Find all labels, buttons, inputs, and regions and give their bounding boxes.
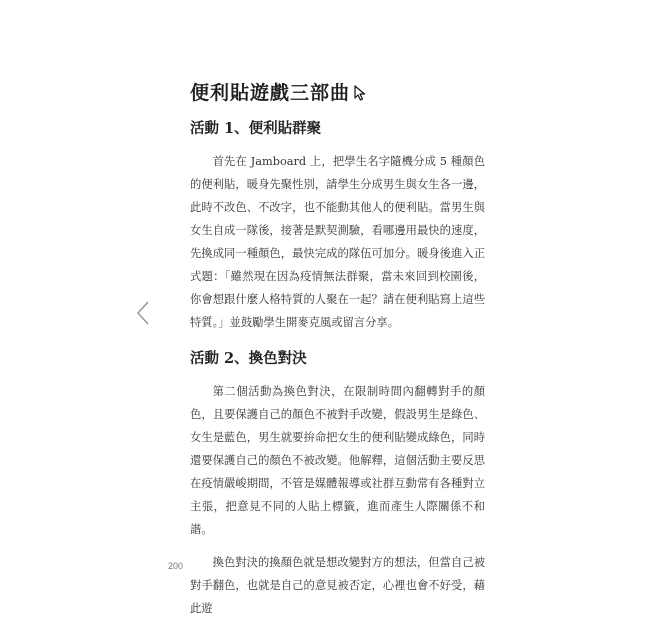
page-title: 便利貼遊戲三部曲 [190,82,351,104]
section-activity-1 [190,118,485,334]
paragraph: 換色對決的換顏色就是想改變對方的想法，但當自己被對手翻色，也就是自己的意見被否定，心裡也會不好受，藉此遊 [190,556,485,615]
section-heading: 活動 1、便利貼群聚 [190,120,322,137]
section-activity-2 [190,348,485,620]
cursor-arrow-icon [354,85,366,101]
page-content [190,80,485,630]
page-number: 200 [168,561,184,571]
chevron-left-icon[interactable] [136,300,150,326]
paragraph: 第二個活動為換色對決，在限制時間內翻轉對手的顏色，且要保護自己的顏色不被對手改變，假設男生是綠色、女生是藍色，男生就要拚命把女生的便利貼變成綠色，同時還要保護自己的顏色不被改變。他解釋，這個活動主要反思在疫情嚴峻期間，不管是媒體報導或社群互動常有各種對立主張，把意見不同的人貼上標籤，進而產生人際關係不和諧。 [190,385,485,536]
section-heading: 活動 2、換色對決 [190,350,307,367]
page-title-row [190,80,485,106]
paragraph: 首先在 Jamboard 上，把學生名字隨機分成 5 種顏色的便利貼，暖身先聚性別，請學生分成男生與女生各一邊，此時不改色、不改字，也不能動其他人的便利貼。當男生與女生自成一隊後，接著是默契測驗，看哪邊用最快的速度，先換成同一種顏色，最快完成的隊伍可加分。暖身後進入正式題：「雖然現在因為疫情無法群聚，當未來回到校園後，你會想跟什麼人格特質的人聚在一起？請在便利貼寫上這些特質。」並鼓勵學生開麥克風或留言分享。 [190,155,485,329]
